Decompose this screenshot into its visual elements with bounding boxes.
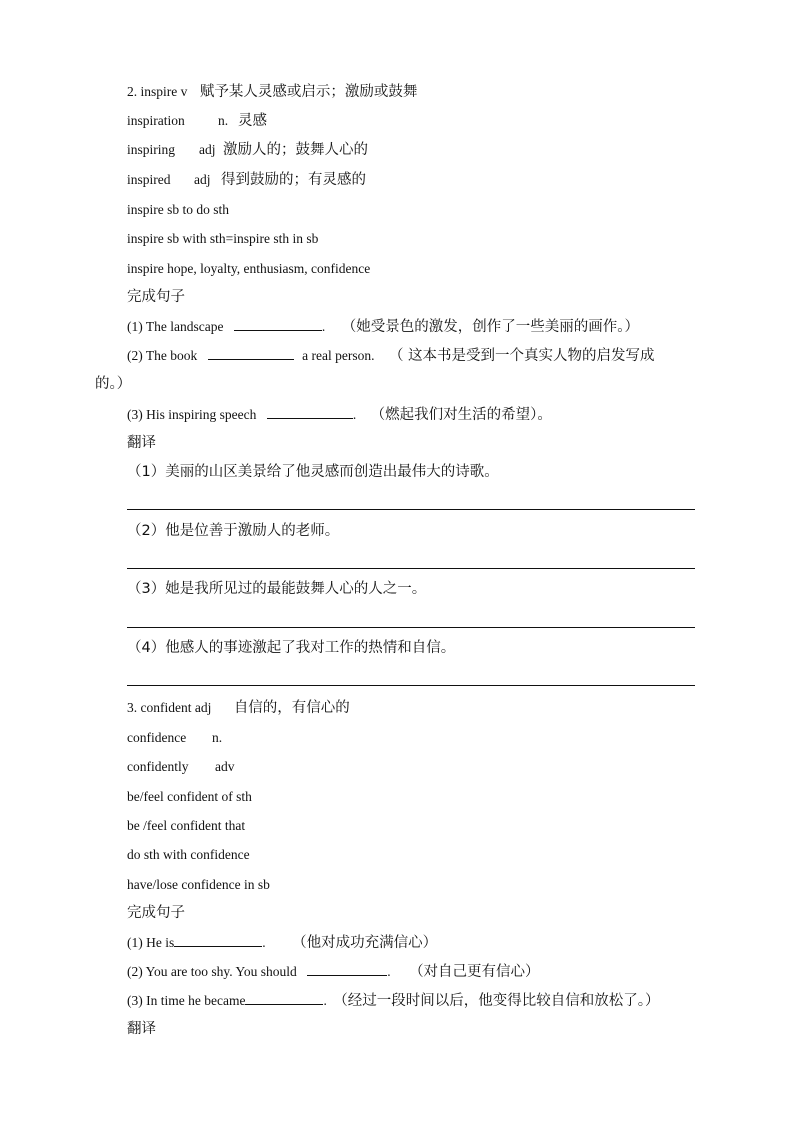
- form-meaning: 激励人的；鼓舞人心的: [223, 142, 368, 158]
- exercise-suffix: .: [262, 935, 266, 950]
- form-pos: adj: [194, 172, 211, 187]
- exercise-hint: （经过一段时间以后，他变得比较自信和放松了。）: [333, 993, 660, 1009]
- exercise-suffix: .: [387, 964, 391, 979]
- form-meaning: 得到鼓励的；有灵感的: [221, 172, 366, 188]
- word-form: [127, 729, 223, 747]
- translation-prompt: （4）他感人的事迹激起了我对工作的热情和自信。: [127, 640, 456, 656]
- translation-prompt: （3）她是我所见过的最能鼓舞人心的人之一。: [127, 581, 427, 597]
- form-word: confidence: [127, 730, 187, 745]
- exercise-prefix: (2) You are too shy. You should: [127, 964, 297, 979]
- form-pos: adj: [199, 142, 216, 157]
- phrase: be/feel confident of sth: [127, 789, 252, 804]
- translation-prompt: （2）他是位善于激励人的老师。: [127, 523, 340, 539]
- answer-line[interactable]: [127, 509, 695, 510]
- section2-heading: [127, 83, 417, 101]
- exercise-prefix: (2) The book: [127, 348, 198, 363]
- complete-sentences-title: 完成句子: [127, 289, 185, 305]
- exercise-item: [127, 962, 540, 981]
- phrase: inspire hope, loyalty, enthusiasm, confidence: [127, 261, 371, 276]
- heading-meaning: 自信的，有信心的: [233, 700, 350, 716]
- answer-blank[interactable]: [267, 405, 353, 419]
- exercise-hint: （她受景色的激发，创作了一些美丽的画作。）: [341, 319, 639, 335]
- phrase: inspire sb with sth=inspire sth in sb: [127, 231, 319, 246]
- heading-meaning: 赋予某人灵感或启示；激励或鼓舞: [199, 84, 418, 100]
- phrase: have/lose confidence in sb: [127, 877, 270, 892]
- exercise-prefix: (1) The landscape: [127, 319, 224, 334]
- translation-title: 翻译: [127, 1021, 156, 1037]
- answer-blank[interactable]: [245, 991, 323, 1005]
- answer-line[interactable]: [127, 627, 695, 628]
- exercise-suffix: .: [321, 319, 326, 334]
- form-word: inspired: [127, 172, 171, 187]
- word-form: [127, 112, 267, 130]
- word-form: [127, 141, 368, 159]
- exercise-item: [127, 346, 655, 365]
- exercise-hint: （对自己更有信心）: [409, 964, 540, 980]
- exercise-hint: （燃起我们对生活的希望）。: [370, 407, 552, 423]
- section3-heading: [127, 699, 350, 717]
- answer-blank[interactable]: [174, 933, 262, 947]
- exercise-item: [127, 317, 639, 336]
- phrase: do sth with confidence: [127, 847, 250, 862]
- complete-sentences-title: 完成句子: [127, 905, 185, 921]
- answer-blank[interactable]: [234, 317, 322, 331]
- exercise-suffix: .: [352, 407, 357, 422]
- form-word: inspiration: [127, 113, 185, 128]
- exercise-suffix: .: [323, 993, 327, 1008]
- exercise-prefix: (3) His inspiring speech: [127, 407, 257, 422]
- word-form: [127, 758, 235, 776]
- heading-word: 2. inspire v: [127, 84, 188, 99]
- exercise-prefix: (1) He is: [127, 935, 175, 950]
- form-word: confidently: [127, 759, 189, 774]
- exercise-hint: （ 这本书是受到一个真实人物的启发写成: [388, 348, 655, 364]
- exercise-prefix: (3) In time he became: [127, 993, 246, 1008]
- phrase: inspire sb to do sth: [127, 202, 230, 217]
- answer-blank[interactable]: [307, 962, 387, 976]
- translation-title: 翻译: [127, 435, 156, 451]
- exercise-hint: （他对成功充满信心）: [292, 935, 438, 951]
- answer-line[interactable]: [127, 685, 695, 686]
- answer-line[interactable]: [127, 568, 695, 569]
- word-form: [127, 171, 366, 189]
- exercise-item: [127, 933, 437, 952]
- translation-prompt: （1）美丽的山区美景给了他灵感而创造出最伟大的诗歌。: [127, 464, 499, 480]
- answer-blank[interactable]: [208, 346, 294, 360]
- exercise-hint-continued: 的。）: [95, 376, 132, 392]
- form-pos: n.: [212, 730, 223, 745]
- exercise-item: [127, 991, 660, 1010]
- form-pos: adv: [215, 759, 235, 774]
- exercise-middle: a real person.: [302, 348, 375, 363]
- form-meaning: 灵感: [238, 113, 267, 129]
- phrase: be /feel confident that: [127, 818, 246, 833]
- exercise-item: [127, 405, 552, 424]
- heading-word: 3. confident adj: [127, 700, 212, 715]
- form-pos: n.: [218, 113, 229, 128]
- form-word: inspiring: [127, 142, 176, 157]
